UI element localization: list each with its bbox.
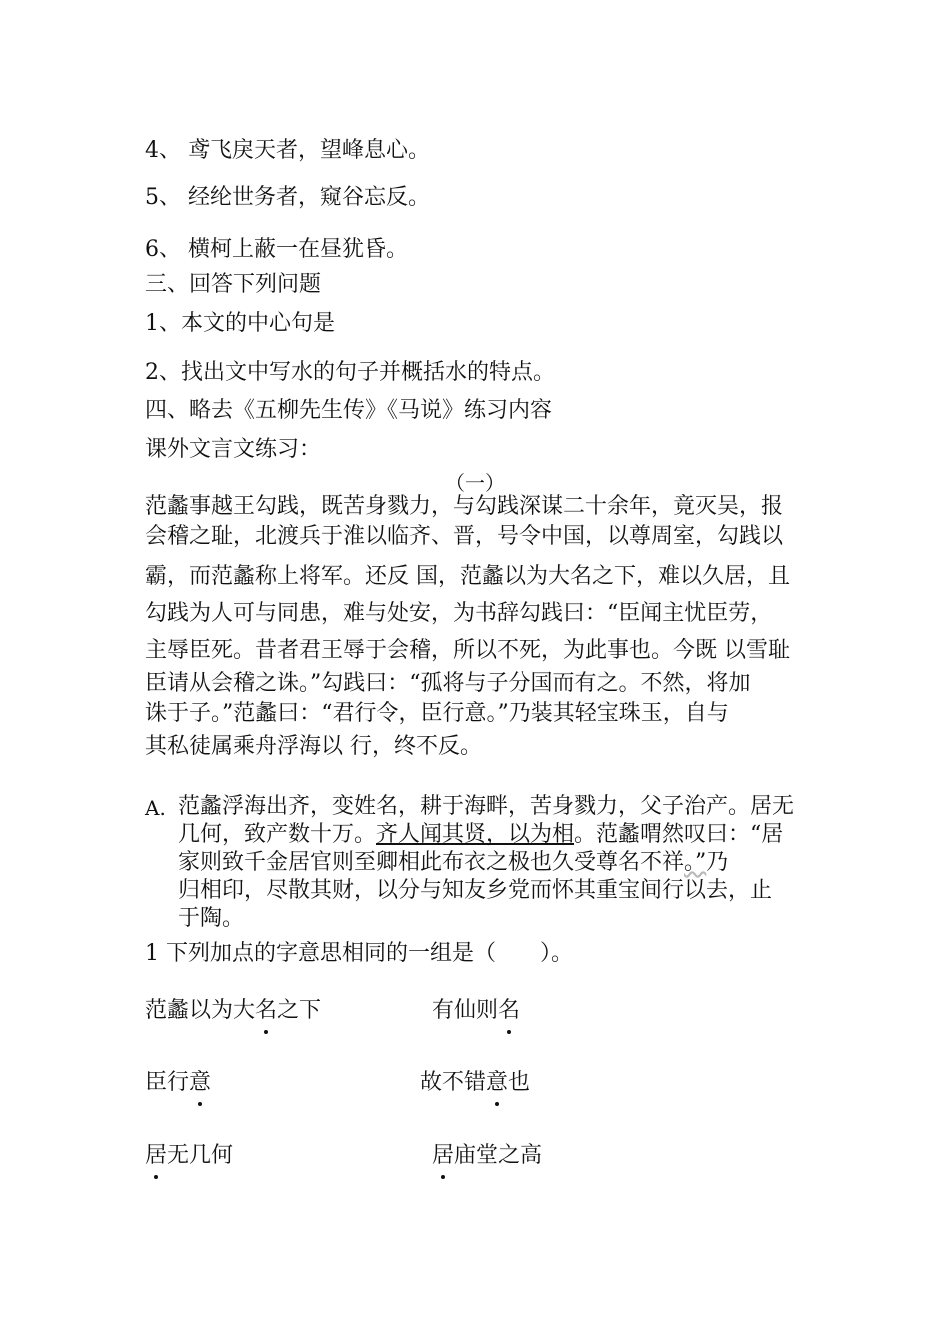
dotted-char: 居	[145, 1141, 167, 1171]
section3-question-1: 1、本文的中心句是	[145, 311, 335, 336]
passage-block-1	[145, 492, 810, 552]
section2-item-6: 6、 横柯上蔽一在昼犹昏。	[145, 237, 408, 262]
passage-line: 勾践为人可与同患，难与处安，为书辞勾践曰：“臣闻主忧臣劳，	[145, 601, 773, 626]
section4-heading: 四、略去《五柳先生传》《马说》练习内容	[145, 398, 553, 423]
extra-exercise-title: 课外文言文练习：	[145, 437, 322, 462]
passage-line: 会稽之耻，北渡兵于淮以临齐、晋，号令中国，以尊周室，勾践以	[145, 524, 784, 549]
item-a-line: 归相印，尽散其财，以分与知友乡党而怀其重宝间行以去，止	[178, 878, 773, 903]
item-a-line: 范蠡浮海出齐，变姓名，耕于海畔，苦身戮力，父子治产。居无	[178, 794, 795, 819]
pair-1-right: 有仙则名	[432, 996, 520, 1026]
passage-block-4	[145, 731, 810, 763]
pair-1-left: 范蠡以为大名之下	[145, 996, 321, 1026]
dotted-char: 名	[255, 996, 277, 1026]
item-a-text	[178, 793, 810, 933]
wavy-underline-mark: 。”	[684, 850, 707, 875]
section2-item-5: 5、 经纶世务者，窥谷忘反。	[145, 185, 430, 210]
underlined-phrase: 齐人闻其贤，以为相	[376, 822, 575, 847]
dotted-char: 居	[432, 1141, 454, 1171]
item-a-line: 家则致千金居官则至卿相此布衣之极也久受尊名不祥。”乃	[178, 850, 729, 875]
passage-line: 主辱臣死。昔者君王辱于会稽，所以不死，为此事也。今既 以雪耻	[145, 638, 790, 663]
dotted-char: 意	[189, 1068, 211, 1098]
passage-number: （一）	[445, 471, 505, 495]
item-a-label: A.	[145, 796, 166, 820]
item-a-line: 几何，致产数十万。齐人闻其贤，以为相。范蠡喟然叹曰：“居	[178, 822, 784, 847]
dotted-char: 意	[486, 1068, 508, 1098]
passage-block-3	[145, 669, 810, 729]
passage-line: 霸，而范蠡称上将军。还反 国，范蠡以为大名之下，难以久居，且	[145, 564, 790, 589]
passage-block-2	[145, 558, 810, 669]
item-a-line: 于陶。	[178, 906, 245, 931]
passage-line: 其私徒属乘舟浮海以 行，终不反。	[145, 734, 482, 759]
dotted-char: 名	[498, 996, 520, 1026]
section2-item-4: 4、 鸢飞戾天者，望峰息心。	[145, 138, 430, 163]
pair-2-right: 故不错意也	[420, 1068, 530, 1098]
pair-2-left: 臣行意	[145, 1068, 211, 1098]
section3-heading: 三、回答下列问题	[145, 272, 322, 297]
question-1: 1 下列加点的字意思相同的一组是（ ）。	[145, 941, 573, 966]
pair-3-right: 居庙堂之高	[432, 1141, 542, 1171]
pair-3-left: 居无几何	[145, 1141, 233, 1171]
passage-line: 诛于子。”范蠡曰：“君行令，臣行意。”乃装其轻宝珠玉，自与	[145, 701, 729, 726]
passage-line: 范蠡事越王勾践，既苦身戮力，与勾践深谋二十余年，竟灭吴，报	[145, 494, 784, 519]
section3-question-2: 2、找出文中写水的句子并概括水的特点。	[145, 360, 555, 385]
passage-line: 臣请从会稽之诛。”勾践曰：“孤将与子分国而有之。不然，将加	[145, 671, 751, 696]
